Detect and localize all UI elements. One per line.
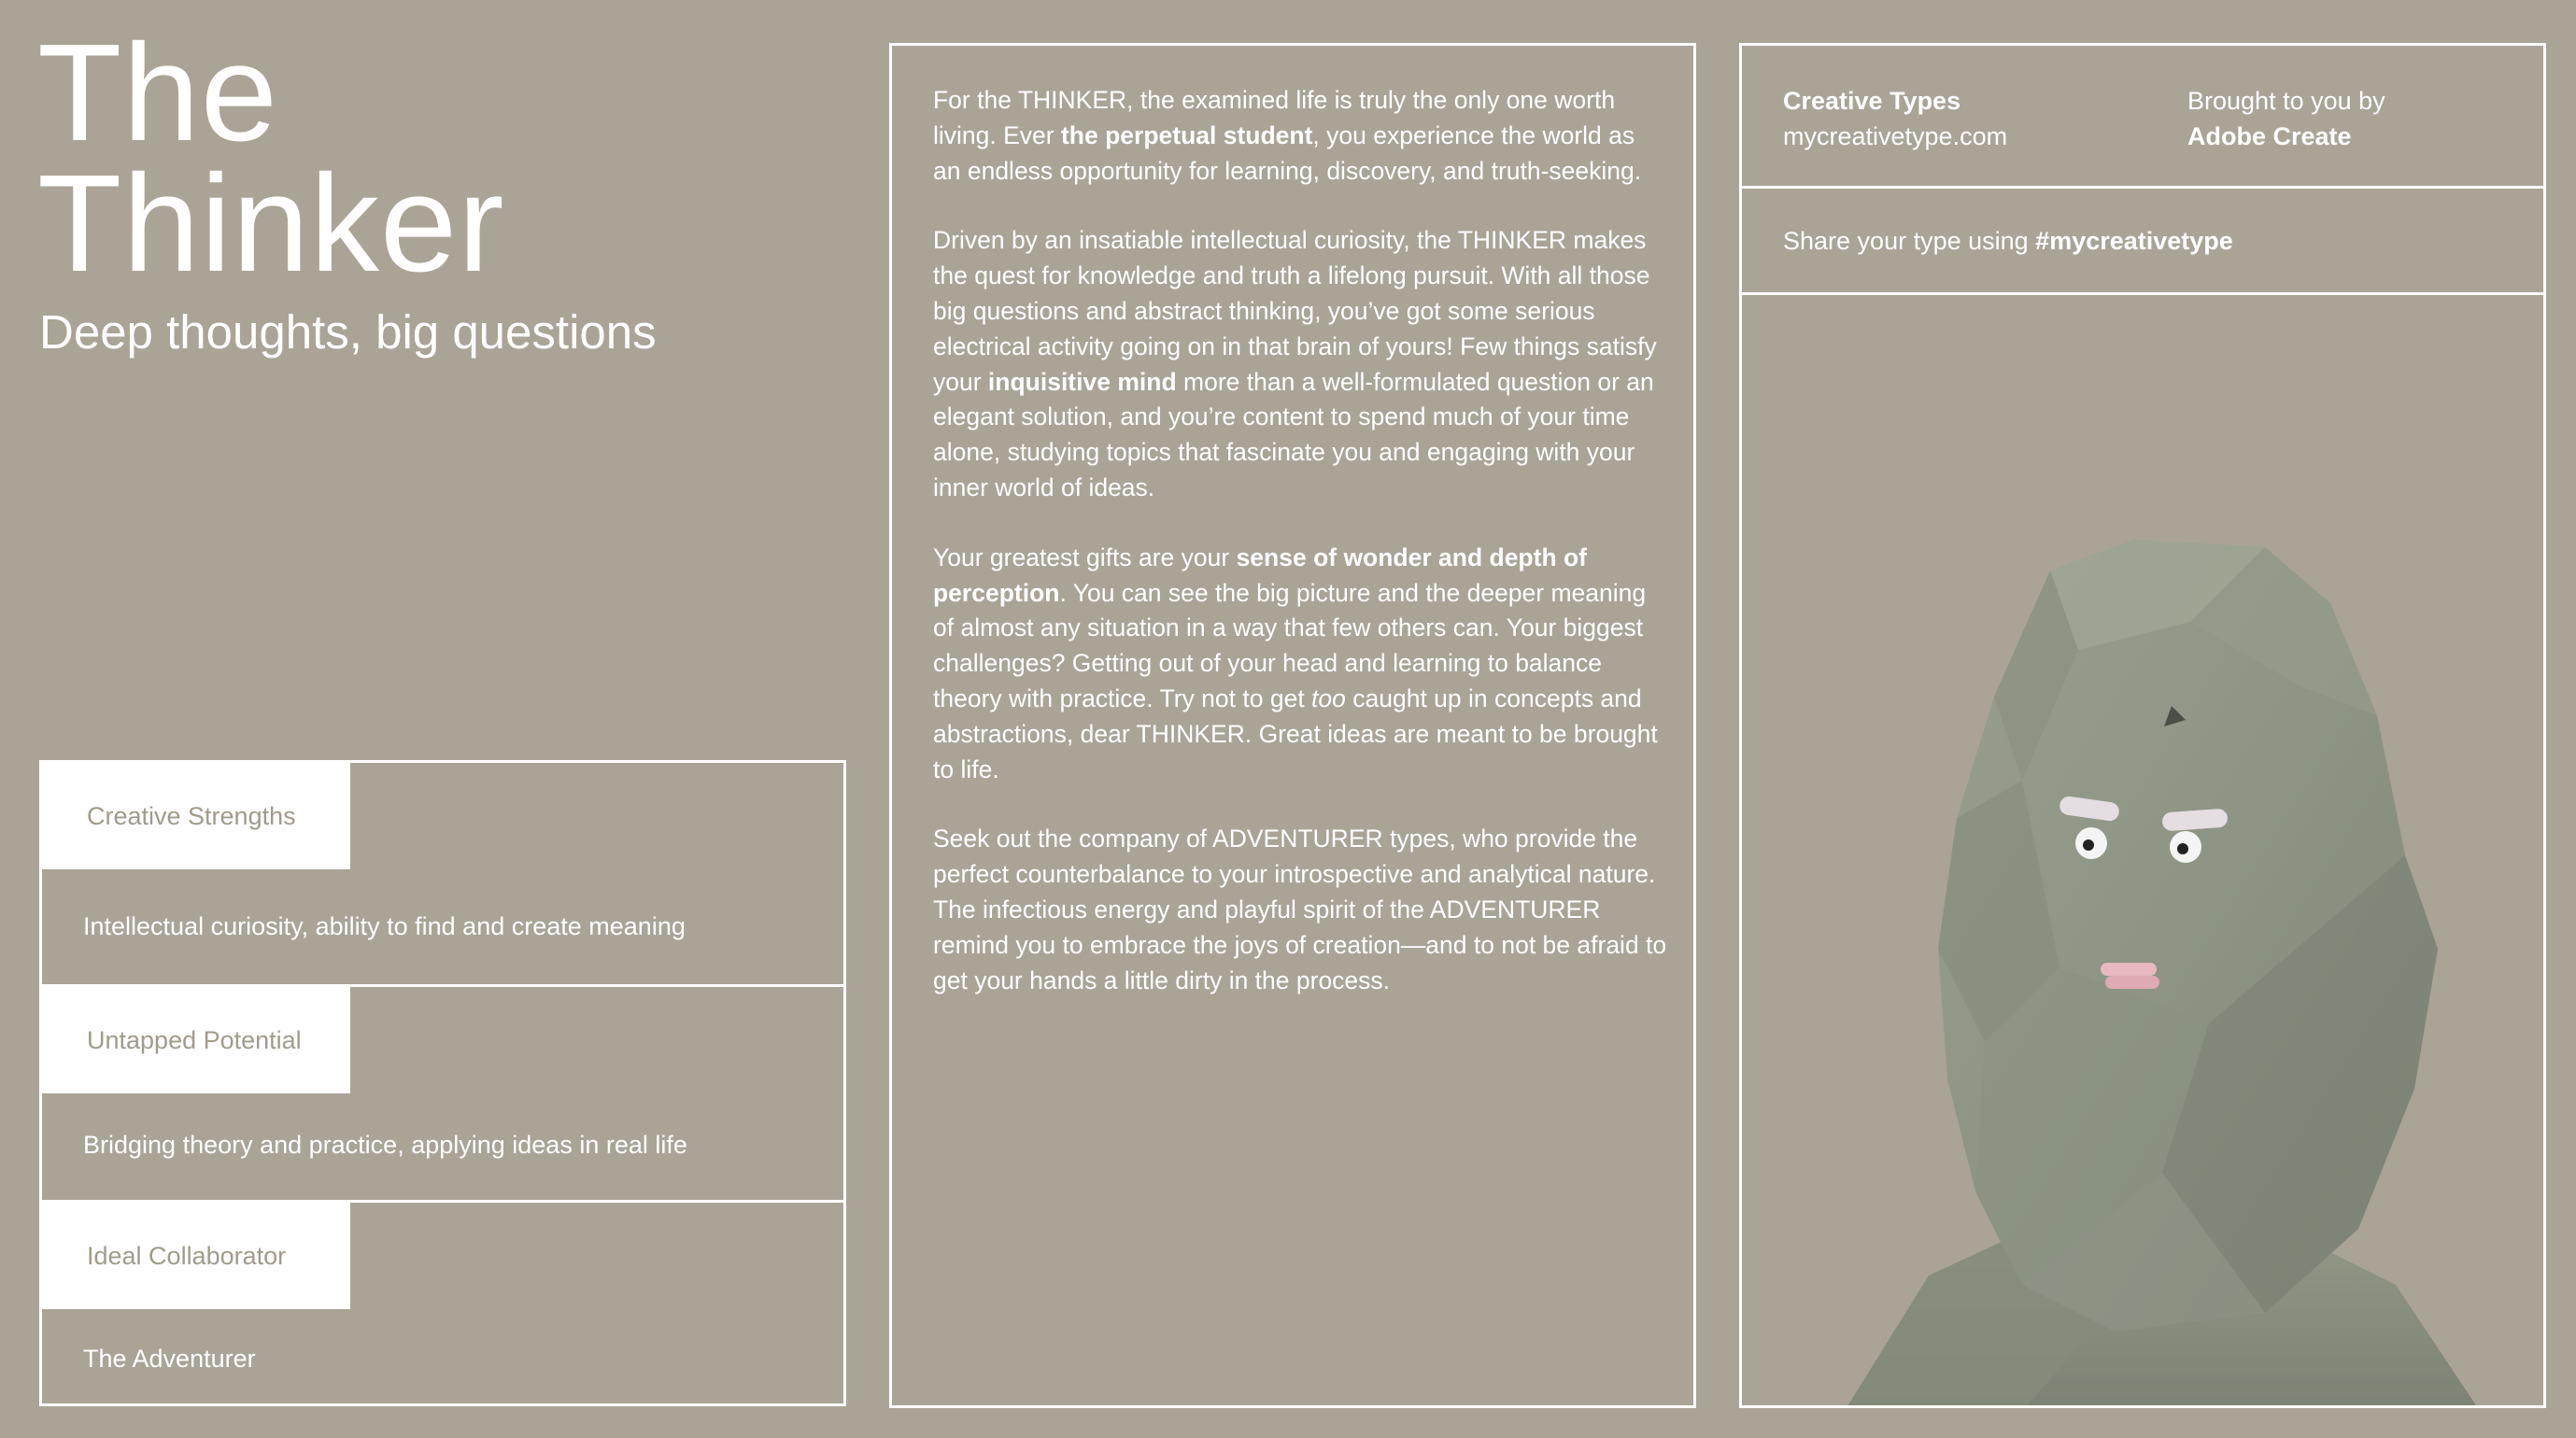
description-panel [889,43,1696,1408]
trait-label: Untapped Potential [42,987,350,1093]
brand-block [1783,83,2007,154]
brand-link[interactable]: mycreativetype.com [1783,122,2008,150]
trait-label: Creative Strengths [42,763,350,869]
trait-creative-strengths [42,763,843,984]
stone-character-icon [1742,295,2543,1408]
trait-label: Ideal Collaborator [42,1203,350,1309]
share-text: Share your type using #mycreativetype [1783,227,2233,255]
title-line-1: The [37,16,279,170]
description-body [933,83,1667,1033]
trait-value: Intellectual curiosity, ability to find and create meaning [83,912,686,940]
page-title [37,16,859,301]
share-row [1742,189,2543,295]
hashtag-link[interactable]: #mycreativetype [2035,227,2233,255]
sponsor-name: Adobe Create [2187,122,2352,150]
description-paragraph-4: Seek out the company of ADVENTURER types, who provide the perfect counterbalance to your introspective and analytical nature. The infectious energy and playful spirit of the ADVENTURER remind you to embrace the joys of creation—and to not be afraid to get your hands a little dirty in the process. [933,825,1667,994]
traits-panel [39,760,846,1406]
sponsor-block [2187,83,2385,154]
trait-value: The Adventurer [83,1345,256,1373]
sponsor-label: Brought to you by [2187,87,2385,115]
trait-untapped-potential [42,984,843,1200]
title-line-2: Thinker [37,147,505,301]
credits-row [1742,46,2543,189]
page-subtitle: Deep thoughts, big questions [39,305,657,359]
trait-value: Bridging theory and practice, applying ideas in real life [83,1131,687,1159]
description-paragraph-1: For the THINKER, the examined life is truly the only one worth living. Ever the perpetual student, you experience the world as an endless opportunity for learning, discovery, and truth-seeking. [933,86,1642,185]
description-paragraph-2: Driven by an insatiable intellectual curiosity, the THINKER makes the quest for knowledge and truth a lifelong pursuit. With all those big questions and abstract thinking, you’ve got some serious electrical activity going on in that brain of yours! Few things satisfy your inquisitive mind more than a well-formulated question or an elegant solution, and you’re content to spend much of your time alone, studying topics that fascinate you and engaging with your inner world of ideas. [933,226,1657,501]
description-paragraph-3: Your greatest gifts are your sense of wonder and depth of perception. You can see the big picture and the deeper meaning of almost any situation in a way that few others can. Your biggest challenges? Getting out of your head and learning to balance theory with practice. Try not to get too caught up in concepts and abstractions, dear THINKER. Great ideas are meant to be brought to life. [933,543,1658,783]
trait-ideal-collaborator [42,1200,843,1406]
stone-character-figure [1742,295,2543,1408]
info-panel [1739,43,2546,1408]
brand-name: Creative Types [1783,87,1961,115]
